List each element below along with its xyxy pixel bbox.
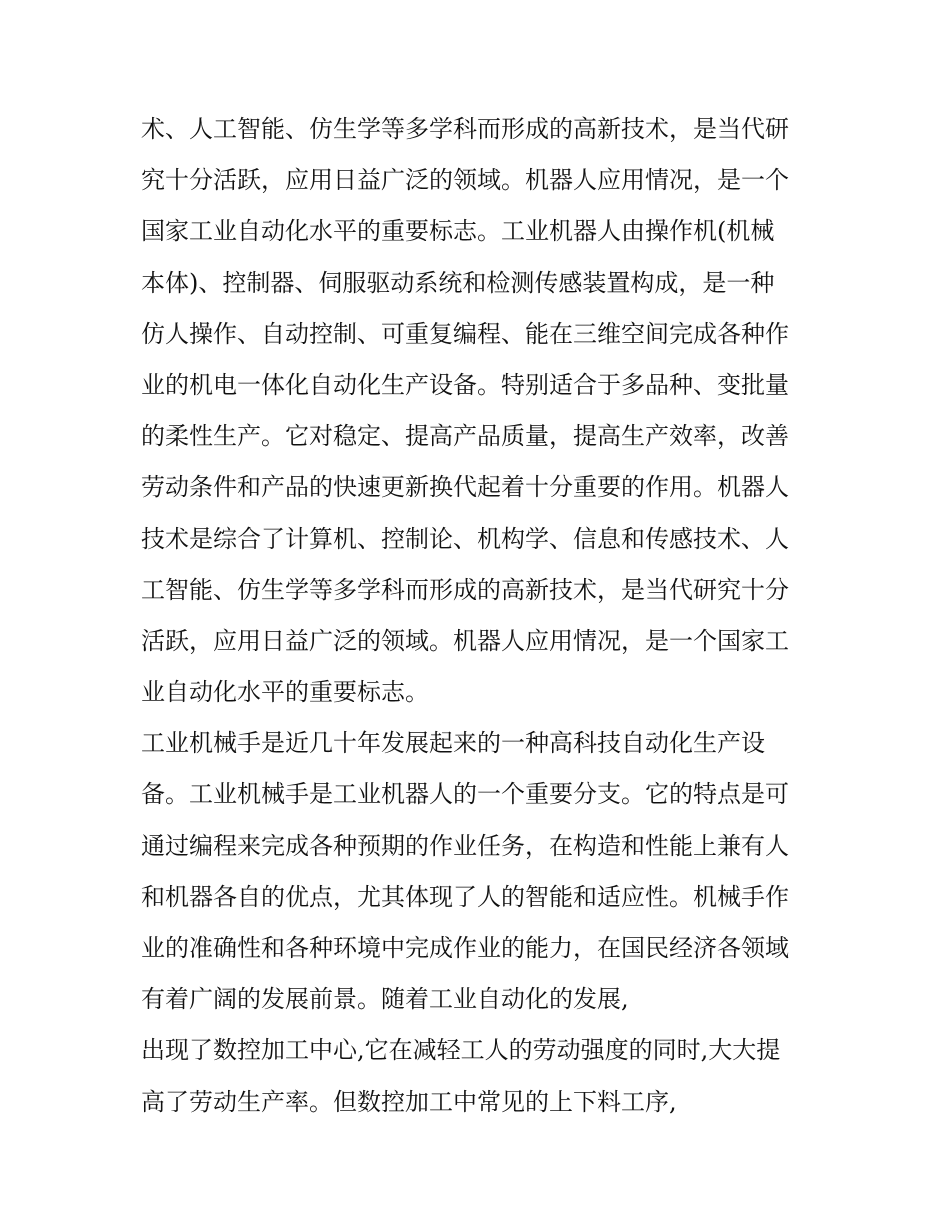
body-text [141, 104, 821, 1128]
text-line: 劳动条件和产品的快速更新换代起着十分重要的作用。机器人 [141, 473, 789, 502]
text-line: 业的机电一体化自动化生产设备。特别适合于多品种、变批量 [141, 370, 789, 399]
text-line: 和机器各自的优点，尤其体现了人的智能和适应性。机械手作 [141, 882, 789, 911]
text-line: 的柔性生产。它对稳定、提高产品质量，提高生产效率，改善 [141, 422, 789, 451]
text-line: 本体)、控制器、伺服驱动系统和检测传感装置构成，是一种 [141, 268, 775, 297]
text-line: 高了劳动生产率。但数控加工中常见的上下料工序, [141, 1087, 677, 1116]
text-line: 仿人操作、自动控制、可重复编程、能在三维空间完成各种作 [141, 319, 789, 348]
text-line: 业自动化水平的重要标志。 [141, 678, 429, 707]
text-line: 工智能、仿生学等多学科而形成的高新技术，是当代研究十分 [141, 575, 789, 604]
text-line: 出现了数控加工中心,它在减轻工人的劳动强度的同时,大大提 [141, 1036, 781, 1065]
text-line: 通过编程来完成各种预期的作业任务，在构造和性能上兼有人 [141, 831, 789, 860]
text-line: 技术是综合了计算机、控制论、机构学、信息和传感技术、人 [141, 524, 789, 553]
text-line: 活跃，应用日益广泛的领域。机器人应用情况，是一个国家工 [141, 626, 789, 655]
text-line: 国家工业自动化水平的重要标志。工业机器人由操作机(机械 [141, 217, 775, 246]
text-line: 术、人工智能、仿生学等多学科而形成的高新技术，是当代研 [141, 115, 789, 143]
text-line: 备。工业机械手是工业机器人的一个重要分支。它的特点是可 [141, 780, 789, 809]
text-line: 业的准确性和各种环境中完成作业的能力，在国民经济各领域 [141, 934, 789, 962]
text-line: 究十分活跃，应用日益广泛的领域。机器人应用情况，是一个 [141, 166, 789, 195]
text-line: 工业机械手是近几十年发展起来的一种高科技自动化生产设 [141, 729, 765, 758]
text-line: 有着广阔的发展前景。随着工业自动化的发展, [141, 985, 629, 1014]
